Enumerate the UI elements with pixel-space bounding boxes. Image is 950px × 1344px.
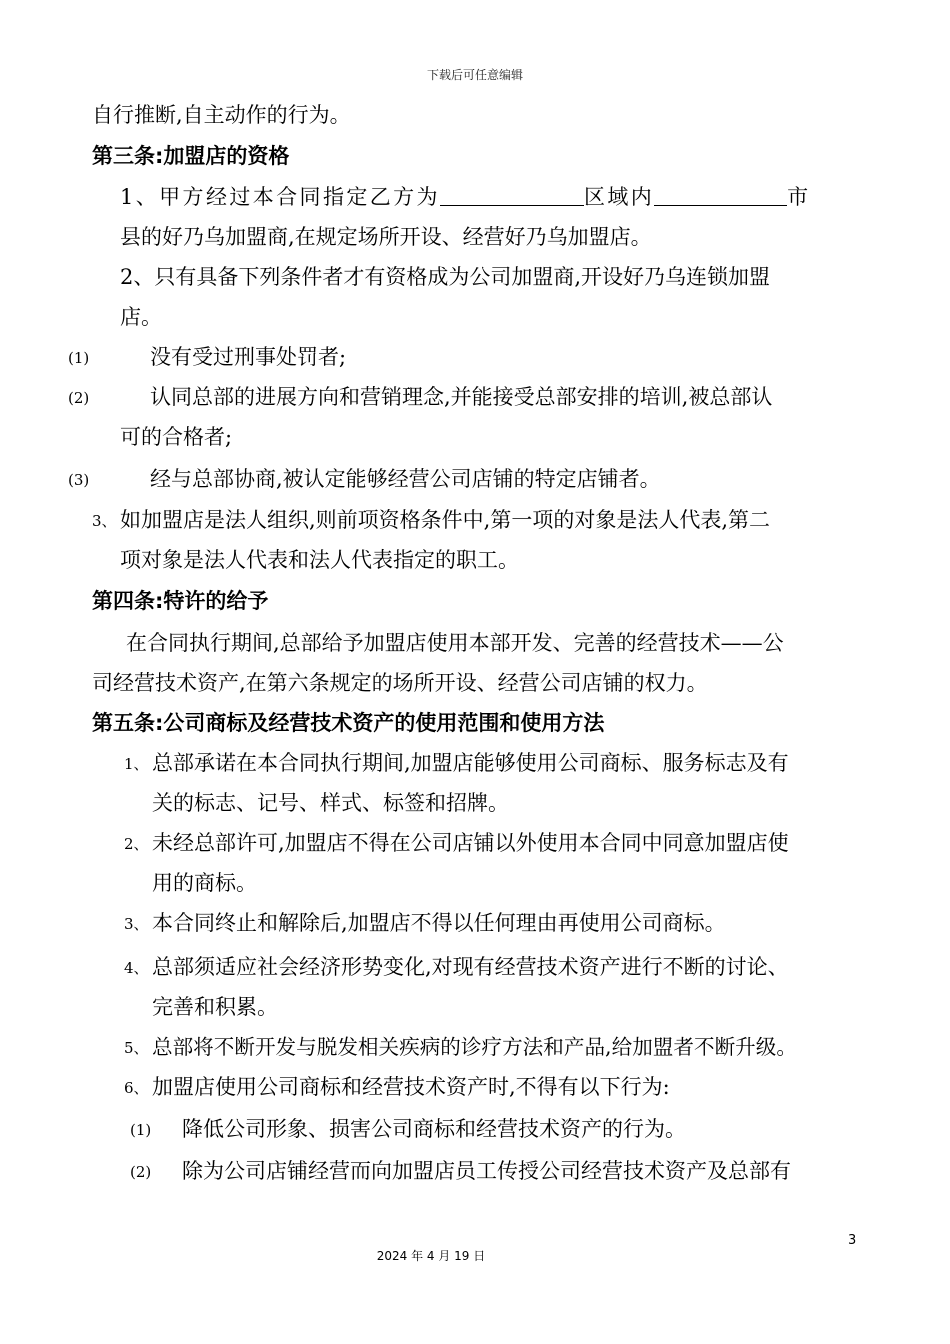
body-line: 总部承诺在本合同执行期间,加盟店能够使用公司商标、服务标志及有	[152, 751, 789, 775]
clause-text: 市	[787, 185, 809, 209]
body-line: 县的好乃乌加盟商,在规定场所开设、经营好乃乌加盟店。	[120, 225, 652, 249]
body-line: 总部须适应社会经济形势变化,对现有经营技术资产进行不断的讨论、	[152, 955, 789, 979]
body-line: 除为公司店铺经营而向加盟店员工传授公司经营技术资产及总部有	[182, 1159, 791, 1183]
body-line: 降低公司形象、损害公司商标和经营技术资产的行为。	[182, 1117, 686, 1141]
page-footer-date: 2024 年 4 月 19 日	[376, 1249, 486, 1263]
body-line: 本合同终止和解除后,加盟店不得以任何理由再使用公司商标。	[152, 911, 726, 935]
item-marker: (3)	[68, 471, 90, 489]
body-line: 如加盟店是法人组织,则前项资格条件中,第一项的对象是法人代表,第二	[120, 508, 771, 532]
item-marker: (1)	[68, 349, 90, 367]
section-heading: 第五条:公司商标及经营技术资产的使用范围和使用方法	[92, 711, 605, 735]
item-marker: (2)	[68, 389, 90, 407]
item-marker: 6、	[124, 1079, 149, 1097]
body-line: 加盟店使用公司商标和经营技术资产时,不得有以下行为:	[152, 1075, 670, 1099]
item-marker: 4、	[124, 959, 149, 977]
body-line: 经与总部协商,被认定能够经营公司店铺的特定店铺者。	[150, 467, 661, 491]
body-line: 关的标志、记号、样式、标签和招牌。	[152, 791, 509, 815]
body-line: 自行推断,自主动作的行为。	[92, 103, 351, 127]
body-line: 完善和积累。	[152, 995, 278, 1019]
fill-blank	[654, 185, 787, 206]
item-marker: 2、	[124, 835, 149, 853]
page-header: 下载后可任意编辑	[426, 68, 523, 82]
body-line: 司经营技术资产,在第六条规定的场所开设、经营公司店铺的权力。	[92, 671, 708, 695]
body-line: 总部将不断开发与脱发相关疾病的诊疗方法和产品,给加盟者不断升级。	[152, 1035, 797, 1059]
item-marker: (1)	[130, 1121, 152, 1139]
fill-blank	[440, 185, 584, 206]
page-number: 3	[848, 1233, 857, 1248]
section-heading: 第四条:特许的给予	[92, 589, 269, 613]
body-line: 项对象是法人代表和法人代表指定的职工。	[120, 548, 519, 572]
body-line: 店。	[120, 305, 162, 329]
body-line: 认同总部的进展方向和营销理念,并能接受总部安排的培训,被总部认	[150, 385, 773, 409]
clause-line	[120, 184, 808, 210]
body-line: 2、只有具备下列条件者才有资格成为公司加盟商,开设好乃乌连锁加盟	[120, 265, 771, 289]
body-line: 用的商标。	[152, 871, 257, 895]
item-marker: 3、	[124, 915, 149, 933]
item-marker: 1、	[124, 755, 149, 773]
body-line: 未经总部许可,加盟店不得在公司店铺以外使用本合同中同意加盟店使	[152, 831, 789, 855]
section-heading: 第三条:加盟店的资格	[92, 144, 290, 168]
body-line: 没有受过刑事处罚者;	[150, 345, 347, 369]
clause-text: 区域内	[583, 185, 655, 209]
item-marker: 5、	[124, 1039, 149, 1057]
clause-text: 1、甲方经过本合同指定乙方为	[120, 185, 440, 209]
item-marker: 3、	[92, 512, 117, 530]
item-marker: (2)	[130, 1163, 152, 1181]
body-line: 可的合格者;	[120, 425, 233, 449]
body-line: 在合同执行期间,总部给予加盟店使用本部开发、完善的经营技术——公	[126, 631, 784, 655]
